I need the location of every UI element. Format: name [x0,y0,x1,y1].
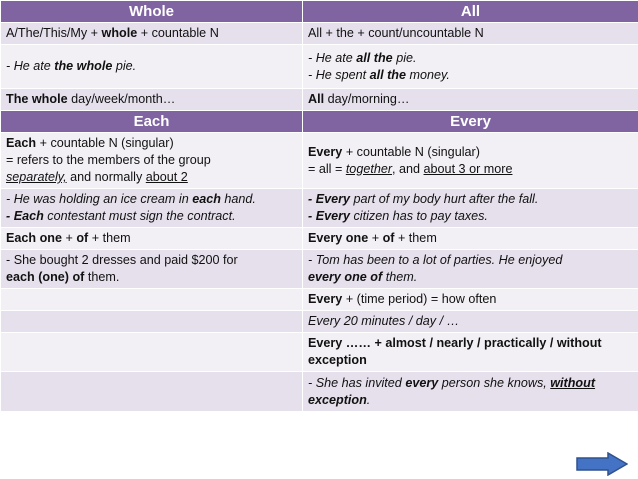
text-run: and normally [66,170,146,184]
table-cell-left [1,189,303,228]
cell-line [308,335,633,352]
table-cell-right [303,133,638,189]
table-cell-right [303,228,638,250]
text-run: - He ate [308,50,357,65]
text-run: = all = [308,161,346,176]
table-cell-left [1,45,303,89]
cell-line [308,269,633,286]
table-row [1,228,638,250]
column-header-whole: Whole [1,1,303,23]
text-run: - She bought 2 dresses and paid $200 for [6,253,238,267]
table-row [1,311,638,333]
text-run: Every 20 minutes / day / … [308,314,460,328]
text-run: pie. [392,50,417,65]
table-row [1,133,638,189]
text-run: of [76,231,89,245]
table-cell-left [1,250,303,289]
text-run: Every one [308,231,369,245]
text-run: + them [394,231,437,245]
cell-line [308,208,633,225]
text-run: each (one) of [6,270,85,284]
text-run: - Each [6,209,44,223]
text-run: - Every [308,209,351,223]
text-run: whole [101,26,138,40]
table-row [1,189,638,228]
text-run: - Every [308,192,351,206]
cell-line [6,152,297,169]
cell-line [308,91,633,108]
cell-line [308,161,633,178]
text-run: - He was holding an ice cream in [6,192,193,206]
text-run: + [62,231,77,245]
table-cell-right [303,372,638,412]
cell-line [6,135,297,152]
text-run: citizen has to pay taxes. [350,209,488,223]
text-run: - Tom has been to a lot of parties. He enjoyed [308,253,563,267]
text-run: part of my body hurt after the fall. [350,192,539,206]
text-run: A/The/This/My + [6,26,102,40]
cell-line [308,67,633,84]
text-run: each [192,192,221,206]
table-row [1,23,638,45]
cell-line [308,375,633,392]
table-row [1,333,638,372]
text-run: separately, [6,170,67,184]
text-run: pie. [112,59,137,73]
text-run: them. [84,270,120,284]
text-run: all the [356,50,393,65]
table-cell-right [303,250,638,289]
table-cell-right [303,23,638,45]
table-row [1,372,638,412]
cell-line [6,191,297,208]
text-run: + (time period) = how often [342,292,497,306]
cell-line [308,291,633,308]
table-cell-left [1,133,303,189]
table-cell-left [1,372,303,412]
cell-line [6,252,297,269]
table-row [1,289,638,311]
text-run: = refers to the members of the group [6,153,211,167]
text-run: about 3 or more [423,161,513,176]
text-run: - She has invited [308,375,406,390]
table-cell-left [1,89,303,111]
text-run: All + the + count/uncountable N [308,26,484,40]
table-cell-right [303,333,638,372]
text-run: Each [6,136,37,150]
cell-line [308,392,633,409]
table-cell-left [1,228,303,250]
text-run: + countable N [137,26,219,40]
table-cell-left [1,311,303,333]
text-run: without [550,375,596,390]
text-run: + them [88,231,131,245]
text-run: together [345,161,393,176]
text-run: All [308,92,325,106]
cell-line [308,352,633,369]
text-run: Each one [6,231,62,245]
cell-line [6,269,297,286]
table-cell-left [1,333,303,372]
text-run: of [382,231,395,245]
text-run: about 2 [145,170,188,184]
table-cell-right [303,189,638,228]
text-run: + countable N (singular) [36,136,174,150]
table-cell-left [1,289,303,311]
column-header-each: Each [1,111,303,133]
cell-line [308,191,633,208]
text-run: day/morning… [324,92,410,106]
table-row [1,89,638,111]
cell-line [6,208,297,225]
cell-line [308,252,633,269]
cell-line [308,25,633,42]
text-run: the whole [54,59,113,73]
cell-line [6,58,297,75]
right-arrow-icon[interactable] [576,452,628,476]
table-row [1,250,638,289]
table-row [1,45,638,89]
cell-line [308,144,633,161]
text-run: exception [308,392,367,407]
table-cell-right [303,311,638,333]
table-cell-right [303,89,638,111]
text-run: - He spent [308,67,370,82]
header-row [1,111,638,133]
text-run: Every [308,144,343,159]
cell-line [6,91,297,108]
grammar-table-body [1,1,638,412]
cell-line [6,230,297,247]
text-run: exception [308,353,367,367]
cell-line [308,50,633,67]
text-run: all the [369,67,407,82]
text-run: day/week/month… [67,92,176,106]
column-header-all: All [303,1,638,23]
header-row [1,1,638,23]
text-run: person she knows, [438,375,551,390]
text-run: + [368,231,383,245]
text-run: hand. [220,192,256,206]
text-run: Every …… + almost / nearly / practically / without [308,336,602,350]
text-run: - He ate [6,59,55,73]
text-run: + countable N (singular) [342,144,480,159]
text-run: them. [382,270,418,284]
table-cell-right [303,289,638,311]
cell-line [308,313,633,330]
column-header-every: Every [303,111,638,133]
text-run: contestant must sign the contract. [43,209,236,223]
text-run: every one of [308,270,383,284]
cell-line [6,169,297,186]
text-run: . [366,392,371,407]
text-run: The whole [6,92,68,106]
table-cell-left [1,23,303,45]
cell-line [6,25,297,42]
text-run: every [405,375,439,390]
text-run: money. [406,67,450,82]
text-run: , and [392,161,424,176]
cell-line [308,230,633,247]
text-run: Every [308,292,343,306]
table-cell-right [303,45,638,89]
